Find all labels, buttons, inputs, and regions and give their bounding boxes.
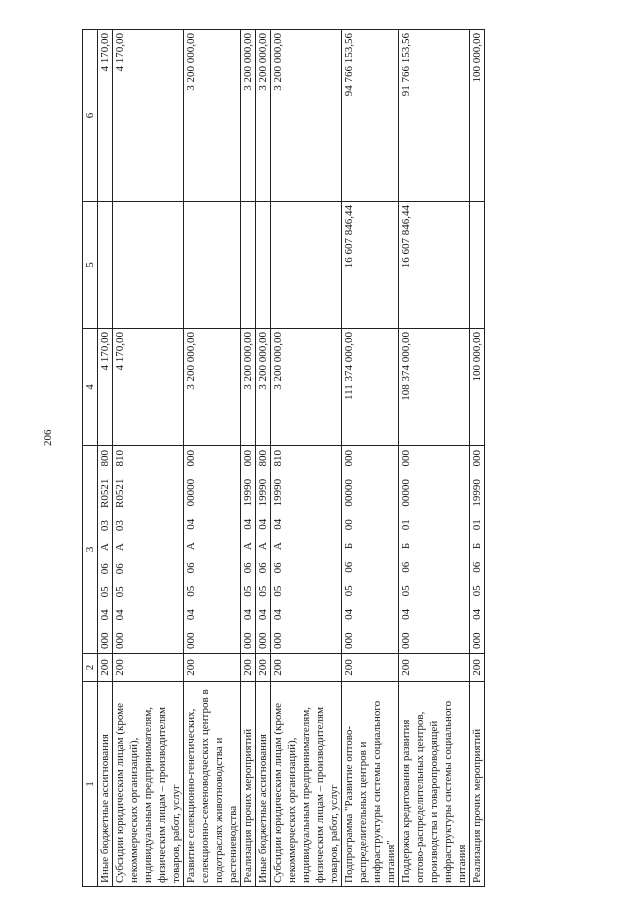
row-name: Субсидии юридическим лицам (кроме некоммерческих организаций), индивидуальным предпринимателям, физическим лицам – производителям товаров, работ, услуг [271,681,341,886]
budget-table [82,29,485,887]
row-col-4: 4 170,00 [98,328,112,445]
row-code [470,445,484,653]
code-segment: 00000 [185,478,197,507]
code-segment: 04 [343,608,355,620]
code-segment: 05 [242,585,254,597]
code-segment: 01 [400,519,412,531]
code-segment: 05 [99,586,111,598]
row-col-4: 111 374 000,00 [342,328,398,445]
code-segment: А [114,543,126,552]
row-name: Реализация прочих мероприятий [470,681,484,886]
code-segment: 00000 [400,479,412,507]
code-segment: R0521 [114,478,126,508]
code-segment: R0521 [99,478,111,508]
code-segment: 05 [114,586,126,598]
row-code [184,445,240,653]
code-segment: А [257,542,269,551]
row-col-5 [256,201,270,328]
row-col-4: 100 000,00 [470,328,484,445]
row-col-4: 4 170,00 [113,328,183,445]
row-code [98,445,112,653]
header-col-6: 6 [84,112,96,119]
row-col-5 [470,201,484,328]
code-segment: 04 [185,518,197,530]
page-number: 206 [42,429,54,446]
row-col-5: 16 607 846,44 [399,201,469,328]
code-segment: 04 [185,609,197,621]
row-col-6: 3 200 000,00 [272,33,284,91]
code-segment: 000 [242,632,254,649]
row-code [342,445,398,653]
table-row [256,30,271,886]
row-col-4: 3 200 000,00 [241,328,255,445]
code-segment: 000 [185,450,197,467]
row-col-2: 200 [184,653,240,681]
row-col-6: 94 766 153,56 [343,33,355,97]
row-name: Развитие селекционно-генетических, селекционно-семеноводческих центров в подотраслях животноводства и растениеводства [184,681,240,886]
row-code [113,445,183,653]
header-col-1: 1 [83,681,97,886]
table-row [470,30,484,886]
row-col-4: 3 200 000,00 [184,328,240,445]
code-segment: А [99,543,111,552]
code-segment: 05 [257,585,269,597]
table-row [98,30,113,886]
row-col-5 [98,201,112,328]
code-segment: 04 [471,608,483,620]
table-row [271,30,342,886]
header-col-3: 3 [83,445,97,653]
code-segment: 19990 [257,478,269,507]
code-segment: 000 [242,450,254,467]
code-segment: 04 [257,609,269,621]
code-segment: 06 [343,561,355,573]
code-segment: 04 [272,609,284,621]
row-code [256,445,270,653]
code-segment: 05 [185,585,197,597]
row-name: Реализация прочих мероприятий [241,681,255,886]
code-segment: 000 [185,632,197,649]
row-col-6: 91 766 153,56 [400,33,412,97]
code-segment: 06 [99,563,111,575]
row-name: Субсидии юридическим лицам (кроме некоммерческих организаций), индивидуальным предпринимателям, физическим лицам – производителям товаров, работ, услуг [113,681,183,886]
code-segment: 000 [257,632,269,649]
row-col-6: 3 200 000,00 [185,33,197,91]
row-col-5 [271,201,341,328]
row-col-6: 3 200 000,00 [257,33,269,91]
code-segment: 19990 [242,478,254,507]
row-col-2: 200 [470,653,484,681]
row-col-6: 4 170,00 [114,33,126,72]
code-segment: 05 [471,585,483,597]
code-segment: 810 [114,450,126,467]
code-segment: 06 [242,562,254,574]
code-segment: 05 [343,585,355,597]
code-segment: 04 [257,518,269,530]
row-name: Поддержка кредитования развития оптово-распределительных центров, производства и товаропроводящей инфраструктуры системы социального питания [399,681,469,886]
code-segment: 06 [257,562,269,574]
row-code [271,445,341,653]
code-segment: 04 [400,608,412,620]
code-segment: 000 [99,632,111,649]
code-segment: 000 [343,632,355,649]
table-header-row [83,30,98,886]
row-col-6: 100 000,00 [471,33,483,83]
code-segment: 00000 [343,479,355,507]
code-segment: 03 [114,520,126,532]
code-segment: 04 [272,518,284,530]
code-segment: А [242,542,254,551]
code-segment: Б [471,542,483,550]
row-code [241,445,255,653]
code-segment: Б [400,542,412,550]
row-col-4: 108 374 000,00 [399,328,469,445]
code-segment: 19990 [471,479,483,507]
code-segment: Б [343,542,355,550]
row-col-2: 200 [256,653,270,681]
table-row [399,30,470,886]
row-name: Иные бюджетные ассигнования [256,681,270,886]
row-col-5 [113,201,183,328]
code-segment: 00 [343,519,355,531]
code-segment: 000 [114,632,126,649]
table-row [184,30,241,886]
code-segment: 000 [471,632,483,649]
row-col-6: 3 200 000,00 [242,33,254,91]
code-segment: 04 [99,609,111,621]
row-col-2: 200 [241,653,255,681]
code-segment: 000 [400,632,412,649]
row-col-2: 200 [113,653,183,681]
table-row [113,30,184,886]
code-segment: 810 [272,450,284,467]
row-code [399,445,469,653]
code-segment: 04 [242,609,254,621]
code-segment: 06 [272,562,284,574]
row-col-2: 200 [399,653,469,681]
row-col-5: 16 607 846,44 [342,201,398,328]
code-segment: 06 [471,561,483,573]
code-segment: 19990 [272,478,284,507]
code-segment: 800 [257,450,269,467]
code-segment: 05 [272,585,284,597]
code-segment: 000 [471,450,483,467]
code-segment: 01 [471,519,483,531]
code-segment: А [185,542,197,551]
code-segment: 04 [114,609,126,621]
code-segment: 000 [272,632,284,649]
row-col-2: 200 [98,653,112,681]
table-row [241,30,256,886]
code-segment: 06 [114,563,126,575]
row-col-2: 200 [342,653,398,681]
code-segment: А [272,542,284,551]
table-row [342,30,399,886]
row-col-6: 4 170,00 [99,33,111,72]
header-col-5: 5 [83,201,97,328]
code-segment: 04 [242,518,254,530]
row-name: Иные бюджетные ассигнования [98,681,112,886]
row-col-2: 200 [271,653,341,681]
header-col-2: 2 [83,653,97,681]
code-segment: 06 [400,561,412,573]
code-segment: 000 [400,450,412,467]
code-segment: 05 [400,585,412,597]
row-col-5 [184,201,240,328]
code-segment: 800 [99,450,111,467]
row-col-4: 3 200 000,00 [271,328,341,445]
code-segment: 06 [185,562,197,574]
header-col-4: 4 [83,328,97,445]
row-name: Подпрограмма "Развитие оптово-распределительных центров и инфраструктуры системы социального питания" [342,681,398,886]
code-segment: 000 [343,450,355,467]
row-col-4: 3 200 000,00 [256,328,270,445]
code-segment: 03 [99,520,111,532]
row-col-5 [241,201,255,328]
